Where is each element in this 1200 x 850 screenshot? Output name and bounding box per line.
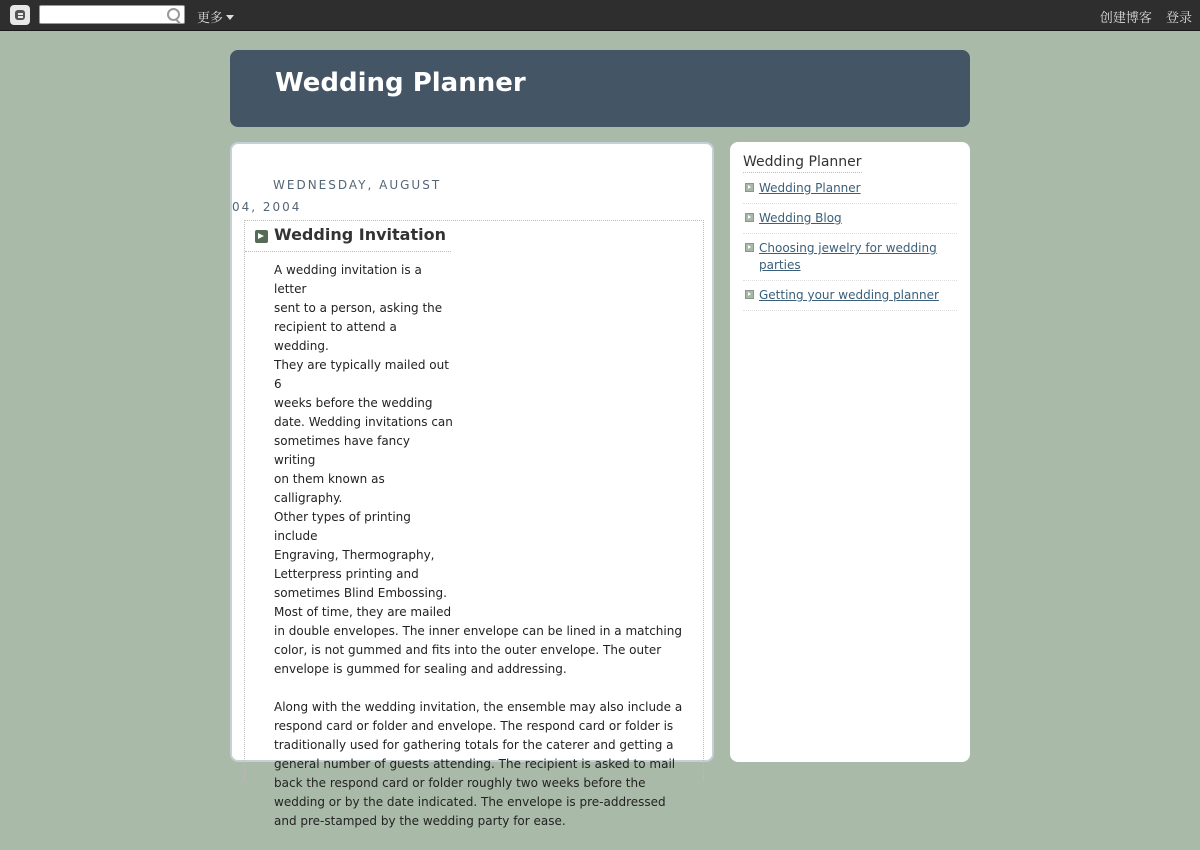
post-line: Letterpress printing and [274,567,419,581]
search-icon[interactable] [167,8,180,21]
post-paragraph-1-rest: in double envelopes. The inner envelope can be lined in a matching color, is not gummed and fits into the outer envelope. The outer envelope is gummed for sealing and addressing. [274,624,682,676]
bullet-arrow-icon [745,243,754,252]
blogger-navbar [0,0,1200,31]
post-date-line1: WEDNESDAY, AUGUST [273,178,442,192]
more-menu-label: 更多 [197,11,224,26]
chevron-down-icon [226,15,234,20]
sidebar-link-wedding-blog[interactable]: Wedding Blog [759,211,842,225]
blogger-logo-icon[interactable] [10,5,30,25]
post-title: Wedding Invitation [274,225,446,244]
post-paragraph-2: Along with the wedding invitation, the ensemble may also include a respond card or folder and envelope. The respond card or folder is traditionally used for gathering totals for the caterer and getting a general number of guests attending. The recipient is asked to mail back the respond card or folder roughly two weeks before the wedding or by the date indicated. The envelope is pre-addressed and pre-stamped by the wedding party for ease. [274,700,683,828]
post-line: A wedding invitation is a letter [274,263,422,296]
post-line: Other types of printing include [274,510,411,543]
post-line: Engraving, Thermography, [274,548,435,562]
bullet-arrow-icon [745,213,754,222]
login-link[interactable]: 登录 [1165,11,1192,26]
search-input[interactable] [39,5,185,24]
blog-header [230,50,970,127]
sidebar-item [743,180,957,204]
post-line: They are typically mailed out 6 [274,358,449,391]
post-body-narrow [274,261,454,622]
bullet-arrow-icon [745,183,754,192]
post-line: sent to a person, asking the [274,301,443,315]
post-date-line2: 04, 2004 [232,200,302,214]
navbar-right-links [1090,7,1192,26]
sidebar-title: Wedding Planner [743,154,862,173]
sidebar-link-getting-planner[interactable]: Getting your wedding planner [759,288,939,302]
sidebar-link-list [743,180,957,317]
sidebar-link-wedding-planner[interactable]: Wedding Planner [759,181,861,195]
post-line: sometimes Blind Embossing. [274,586,447,600]
more-menu[interactable] [197,7,234,26]
sidebar [730,142,970,762]
sidebar-item [743,240,957,281]
post [244,220,704,828]
post-line: weeks before the wedding [274,396,433,410]
sidebar-item [743,287,957,311]
bullet-arrow-icon [745,290,754,299]
post-body [274,261,689,850]
post-line: recipient to attend a wedding. [274,320,397,353]
sidebar-item [743,210,957,234]
main-column [230,142,714,828]
post-line: date. Wedding invitations can [274,415,453,429]
blog-title[interactable]: Wedding Planner [275,68,526,98]
post-line: sometimes have fancy writing [274,434,410,467]
create-blog-link[interactable]: 创建博客 [1099,11,1152,26]
post-title-bar [245,221,451,252]
sidebar-link-choosing-jewelry[interactable]: Choosing jewelry for wedding parties [759,241,937,272]
post-line: on them known as calligraphy. [274,472,385,505]
arrow-right-icon [255,230,268,243]
post-line: Most of time, they are mailed [274,605,452,619]
post-date-header [232,174,472,218]
